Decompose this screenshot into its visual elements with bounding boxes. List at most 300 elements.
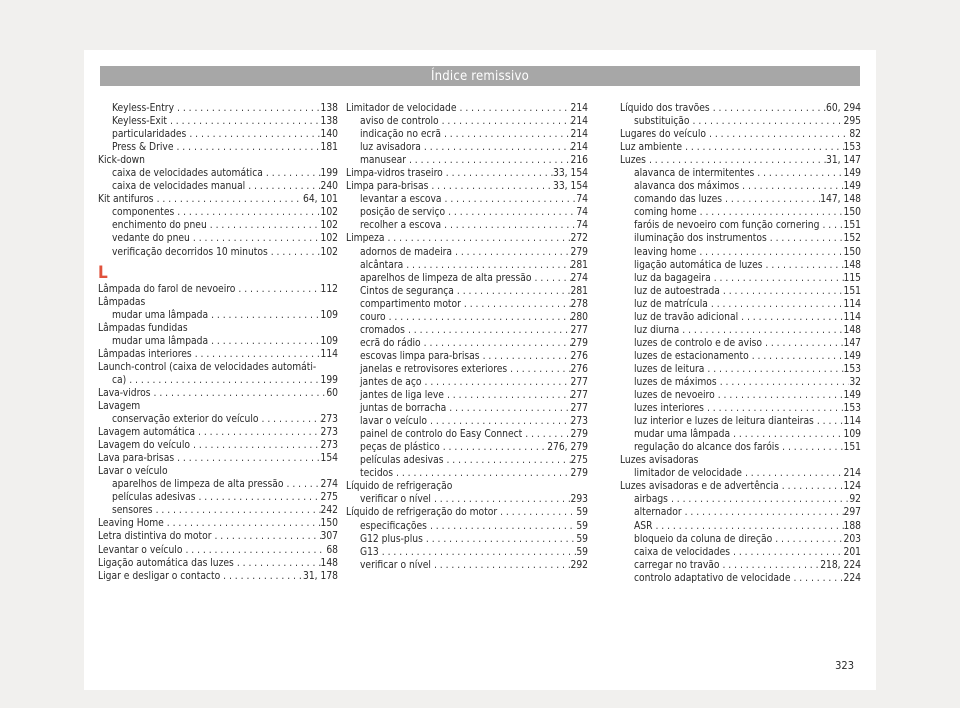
entry-pages: 74 <box>576 207 588 219</box>
entry-label: Levantar o veículo <box>98 544 183 556</box>
entry-label: Luzes avisadoras e de advertência <box>620 481 779 493</box>
index-subentry <box>346 246 588 259</box>
dot-leader <box>711 272 844 285</box>
entry-pages: 203 <box>843 533 861 545</box>
entry-pages: 272 <box>570 233 588 245</box>
entry-label: caixa de velocidades manual <box>112 181 246 193</box>
dot-leader <box>403 259 570 272</box>
entry-pages: 297 <box>843 507 861 519</box>
entry-pages: 114 <box>843 298 861 310</box>
entry-pages: 214 <box>570 129 588 141</box>
entry-label: sensores <box>112 505 153 517</box>
dot-leader <box>422 376 571 389</box>
entry-label: limitador de velocidade <box>634 468 742 480</box>
entry-pages: 124 <box>843 481 861 493</box>
index-subentry <box>620 363 861 376</box>
dot-leader <box>762 337 843 350</box>
dot-leader <box>268 246 321 259</box>
index-subentry <box>620 350 861 363</box>
index-entry <box>620 480 861 493</box>
entry-pages: 277 <box>570 376 588 388</box>
index-entry <box>98 570 338 583</box>
dot-leader <box>742 467 844 480</box>
entry-label: jantes de liga leve <box>360 390 444 402</box>
dot-leader <box>167 115 321 128</box>
entry-label: Lâmpadas interiores <box>98 348 192 360</box>
dot-leader <box>507 363 570 376</box>
dot-leader <box>428 180 553 193</box>
index-entry <box>98 439 338 452</box>
entry-label: painel de controlo do Easy Connect <box>360 429 523 441</box>
dot-leader <box>720 285 844 298</box>
index-entry <box>98 193 338 206</box>
dot-leader <box>652 520 843 533</box>
entry-pages: 109 <box>320 309 338 321</box>
index-subentry <box>620 324 861 337</box>
entry-pages: 188 <box>843 520 861 532</box>
dot-leader <box>182 544 326 557</box>
index-column-1 <box>98 102 338 583</box>
index-subentry <box>98 206 338 219</box>
entry-label: luzes de estacionamento <box>634 350 749 362</box>
dot-leader <box>522 428 570 441</box>
dot-leader <box>772 533 843 546</box>
entry-label: alcântara <box>360 259 404 271</box>
entry-pages: 150 <box>320 518 338 530</box>
index-subentry <box>346 376 588 389</box>
index-subentry <box>98 491 338 504</box>
entry-label: Lavar o veículo <box>98 466 168 478</box>
index-subentry <box>98 246 338 259</box>
dot-leader <box>819 219 843 232</box>
dot-leader <box>679 324 843 337</box>
entry-label: luzes interiores <box>634 403 704 415</box>
dot-leader <box>497 506 576 519</box>
entry-pages: 115 <box>843 272 861 284</box>
entry-label: Lâmpada do farol de nevoeiro <box>98 283 236 295</box>
dot-leader <box>717 376 850 389</box>
dot-leader <box>722 193 820 206</box>
entry-pages: 102 <box>320 246 338 258</box>
entry-pages: 102 <box>320 207 338 219</box>
entry-pages: 277 <box>570 403 588 415</box>
entry-label: ligação automática de luzes <box>634 259 763 271</box>
entry-label: luz de autoestrada <box>634 285 720 297</box>
entry-label: luz de matrícula <box>634 298 708 310</box>
entry-label: manusear <box>360 155 406 167</box>
index-subentry <box>346 324 588 337</box>
entry-label: Lava para-brisas <box>98 453 175 465</box>
dot-leader <box>393 467 570 480</box>
entry-label: Lavagem do veículo <box>98 440 191 452</box>
index-subentry <box>620 533 861 546</box>
index-subentry <box>620 193 861 206</box>
index-subentry <box>620 298 861 311</box>
entry-pages: 150 <box>843 246 861 258</box>
dot-leader <box>442 193 577 206</box>
entry-label: carregar no travão <box>634 559 720 571</box>
entry-pages: 151 <box>843 442 861 454</box>
entry-label: adornos de madeira <box>360 246 453 258</box>
entry-label: posição de serviço <box>360 207 446 219</box>
entry-pages: 112 <box>320 283 338 295</box>
entry-label: aparelhos de limpeza de alta pressão <box>360 272 532 284</box>
entry-pages: 201 <box>843 546 861 558</box>
dot-leader <box>427 520 576 533</box>
index-subentry <box>98 478 338 491</box>
entry-pages: 74 <box>576 194 588 206</box>
entry-label: Lugares do veículo <box>620 129 706 141</box>
dot-leader <box>696 246 843 259</box>
entry-pages: 59 <box>576 507 588 519</box>
index-entry <box>98 465 338 478</box>
entry-label: componentes <box>112 207 175 219</box>
index-subentry <box>620 467 861 480</box>
entry-label: Cintos de segurança <box>360 285 454 297</box>
entry-label: couro <box>360 311 386 323</box>
index-subentry <box>620 180 861 193</box>
dot-leader <box>439 115 571 128</box>
entry-label: luz avisadora <box>360 142 421 154</box>
entry-pages: 59 <box>576 520 588 532</box>
entry-pages: 149 <box>843 350 861 362</box>
index-subentry <box>98 141 338 154</box>
entry-label: Kick-down <box>98 155 145 167</box>
entry-pages: 216 <box>570 155 588 167</box>
index-subentry <box>346 154 588 167</box>
entry-pages: 60 <box>326 387 338 399</box>
entry-label: Ligação automática das luzes <box>98 557 234 569</box>
entry-label: lavar o veículo <box>360 416 428 428</box>
index-entry <box>98 400 338 413</box>
dot-leader <box>427 415 570 428</box>
entry-label: Leaving Home <box>98 518 164 530</box>
dot-leader <box>211 530 320 543</box>
dot-leader <box>457 102 571 115</box>
entry-pages: 138 <box>320 116 338 128</box>
entry-pages: 153 <box>843 363 861 375</box>
entry-label: Lâmpadas fundidas <box>98 322 188 334</box>
entry-pages: 181 <box>320 142 338 154</box>
index-subentry <box>620 428 861 441</box>
dot-leader <box>208 335 320 348</box>
index-subentry <box>620 506 861 519</box>
index-subentry <box>620 559 861 572</box>
entry-pages: 276, 279 <box>547 442 588 454</box>
entry-pages: 276 <box>570 363 588 375</box>
entry-label: recolher a escova <box>360 220 442 232</box>
entry-label: ecrã do rádio <box>360 337 421 349</box>
entry-label: verificar o nível <box>360 559 431 571</box>
entry-pages: 279 <box>570 468 588 480</box>
index-subentry <box>620 259 861 272</box>
entry-pages: 276 <box>570 350 588 362</box>
index-subentry <box>98 504 338 517</box>
entry-label: Luzes avisadoras <box>620 455 699 467</box>
dot-leader <box>174 452 320 465</box>
index-entry <box>98 452 338 465</box>
dot-leader <box>190 439 320 452</box>
index-subentry <box>346 272 588 285</box>
index-subentry <box>620 441 861 454</box>
index-subentry <box>620 219 861 232</box>
index-column-3 <box>620 102 861 585</box>
index-subentry <box>346 219 588 232</box>
dot-leader <box>754 167 843 180</box>
dot-leader <box>195 491 320 504</box>
entry-label: Líquido de refrigeração <box>346 481 453 493</box>
entry-pages: 153 <box>843 403 861 415</box>
entry-label: regulação do alcance dos faróis <box>634 442 780 454</box>
index-subentry <box>98 167 338 180</box>
entry-label: verificar o nível <box>360 494 431 506</box>
dot-leader <box>421 337 571 350</box>
entry-pages: 275 <box>570 455 588 467</box>
entry-pages: 148 <box>320 557 338 569</box>
dot-leader <box>779 480 844 493</box>
index-subentry <box>346 193 588 206</box>
entry-pages: 281 <box>570 285 588 297</box>
dot-leader <box>173 141 320 154</box>
entry-pages: 274 <box>320 479 338 491</box>
entry-pages: 274 <box>570 272 588 284</box>
entry-pages: 199 <box>320 168 338 180</box>
entry-pages: 273 <box>320 414 338 426</box>
index-subentry <box>98 102 338 115</box>
index-subentry <box>98 128 338 141</box>
entry-label: airbags <box>634 494 668 506</box>
index-subentry <box>98 335 338 348</box>
dot-leader <box>192 348 321 361</box>
dot-leader <box>668 493 849 506</box>
dot-leader <box>690 115 844 128</box>
entry-label: enchimento do pneu <box>112 220 207 232</box>
index-subentry <box>620 272 861 285</box>
index-entry <box>620 128 861 141</box>
entry-pages: 138 <box>320 103 338 114</box>
dot-leader <box>386 311 571 324</box>
index-subentry <box>98 180 338 193</box>
dot-leader <box>186 128 320 141</box>
index-subentry <box>98 309 338 322</box>
page-number: 323 <box>835 659 854 672</box>
index-subentry <box>346 467 588 480</box>
dot-leader <box>431 559 571 572</box>
index-entry <box>98 348 338 361</box>
dot-leader <box>445 206 576 219</box>
dot-leader <box>379 546 577 559</box>
index-subentry <box>346 337 588 350</box>
dot-leader <box>480 350 571 363</box>
entry-pages: 102 <box>320 233 338 245</box>
dot-leader <box>704 363 843 376</box>
index-subentry <box>346 402 588 415</box>
entry-label: Líquido de refrigeração do motor <box>346 507 498 519</box>
entry-label: faróis de nevoeiro com função cornering <box>634 220 820 232</box>
index-subentry <box>98 219 338 232</box>
index-entry <box>98 154 338 167</box>
entry-pages: 153 <box>843 142 861 154</box>
entry-label: compartimento motor <box>360 298 461 310</box>
entry-label: Lâmpadas <box>98 296 146 308</box>
entry-pages: 60, 294 <box>826 103 861 114</box>
index-entry <box>346 232 588 245</box>
index-subentry <box>346 285 588 298</box>
dot-leader <box>443 167 553 180</box>
dot-leader <box>814 415 844 428</box>
dot-leader <box>259 413 321 426</box>
dot-leader <box>235 283 320 296</box>
entry-pages: 149 <box>843 168 861 180</box>
entry-pages: 154 <box>320 453 338 465</box>
dot-leader <box>708 298 844 311</box>
entry-label: alavanca dos máximos <box>634 181 740 193</box>
dot-leader <box>739 180 843 193</box>
dot-leader <box>779 441 843 454</box>
entry-pages: 277 <box>570 390 588 402</box>
entry-pages: 279 <box>570 246 588 258</box>
dot-leader <box>682 141 843 154</box>
entry-label: Keyless-Entry <box>112 103 174 114</box>
index-subentry <box>620 115 861 128</box>
dot-leader <box>431 493 571 506</box>
dot-leader <box>767 232 844 245</box>
index-subentry <box>620 167 861 180</box>
dot-leader <box>710 102 826 115</box>
index-subentry <box>620 520 861 533</box>
entry-label: alavanca de intermitentes <box>634 168 755 180</box>
index-subentry <box>620 572 861 585</box>
dot-leader <box>790 572 843 585</box>
entry-label: substituição <box>634 116 690 128</box>
entry-label: Luzes <box>620 155 646 167</box>
entry-pages: 31, 147 <box>826 155 861 167</box>
dot-leader <box>207 219 321 232</box>
entry-pages: 214 <box>570 103 588 114</box>
index-subentry <box>620 311 861 324</box>
entry-pages: 152 <box>843 233 861 245</box>
index-subentry <box>346 115 588 128</box>
entry-label: luzes de controlo e de aviso <box>634 337 763 349</box>
entry-pages: 224 <box>843 572 861 584</box>
dot-leader <box>208 309 320 322</box>
entry-label: particularidades <box>112 129 187 141</box>
entry-label: ASR <box>634 520 653 532</box>
entry-pages: 240 <box>320 181 338 193</box>
index-subentry <box>346 415 588 428</box>
entry-label: mudar uma lâmpada <box>634 429 731 441</box>
entry-label: películas adesivas <box>360 455 444 467</box>
dot-leader <box>406 154 571 167</box>
entry-label: bloqueio da coluna de direção <box>634 533 773 545</box>
dot-leader <box>730 546 844 559</box>
entry-label: luz interior e luzes de leitura dianteiras <box>634 416 814 428</box>
index-subentry <box>346 441 588 454</box>
index-subentry <box>346 493 588 506</box>
entry-pages: 147 <box>843 337 861 349</box>
index-entry <box>98 544 338 557</box>
index-subentry <box>620 285 861 298</box>
entry-pages: 150 <box>843 207 861 219</box>
dot-leader <box>697 206 844 219</box>
index-entry <box>346 102 588 115</box>
entry-label: Press & Drive <box>112 142 174 154</box>
entry-label: indicação no ecrã <box>360 129 441 141</box>
entry-label: comando das luzes <box>634 194 723 206</box>
entry-pages: 214 <box>843 468 861 480</box>
index-entry <box>98 426 338 439</box>
entry-pages: 149 <box>843 390 861 402</box>
entry-label: mudar uma lâmpada <box>112 335 209 347</box>
entry-label: Ligar e desligar o contacto <box>98 570 221 582</box>
dot-leader <box>220 570 303 583</box>
entry-label: Launch-control (caixa de velocidades automáti- <box>98 361 317 373</box>
dot-leader <box>441 219 576 232</box>
entry-pages: 279 <box>570 429 588 441</box>
dot-leader <box>719 559 820 572</box>
dot-leader <box>164 517 321 530</box>
index-subentry <box>620 402 861 415</box>
entry-label: luzes de máximos <box>634 376 717 388</box>
entry-label: Letra distintiva do motor <box>98 531 212 543</box>
index-entry <box>346 506 588 519</box>
entry-label: controlo adaptativo de velocidade <box>634 572 791 584</box>
index-subentry <box>620 232 861 245</box>
dot-leader <box>245 180 320 193</box>
entry-label: caixa de velocidades automática <box>112 168 263 180</box>
entry-label: Limpeza <box>346 233 385 245</box>
page-title: Índice remissivo <box>431 68 529 84</box>
entry-pages: 59 <box>576 533 588 545</box>
dot-leader <box>738 311 843 324</box>
index-subentry <box>620 337 861 350</box>
index-subentry <box>620 206 861 219</box>
entry-pages: 31, 178 <box>303 570 338 582</box>
entry-pages: 151 <box>843 285 861 297</box>
entry-pages: 214 <box>570 116 588 128</box>
entry-label: luz diurna <box>634 324 680 336</box>
dot-leader <box>532 272 571 285</box>
dot-leader <box>174 102 321 115</box>
dot-leader <box>715 389 844 402</box>
index-subentry <box>98 413 338 426</box>
entry-pages: 295 <box>843 116 861 128</box>
entry-pages: 102 <box>320 220 338 232</box>
entry-label: levantar a escova <box>360 194 442 206</box>
entry-pages: 109 <box>320 335 338 347</box>
entry-label: luzes de nevoeiro <box>634 390 715 402</box>
index-subentry <box>346 128 588 141</box>
entry-label: Limpa-vidros traseiro <box>346 168 443 180</box>
index-entry <box>98 361 338 374</box>
dot-leader <box>151 387 327 400</box>
dot-leader <box>441 128 571 141</box>
dot-leader <box>423 533 576 546</box>
entry-label: janelas e retrovisores exteriores <box>360 363 508 375</box>
index-subentry <box>620 389 861 402</box>
index-entry <box>620 141 861 154</box>
dot-leader <box>706 128 849 141</box>
entry-label: peças de plástico <box>360 442 440 454</box>
dot-leader <box>421 141 571 154</box>
entry-pages: 292 <box>570 559 588 571</box>
index-entry <box>98 387 338 400</box>
entry-label: mudar uma lâmpada <box>112 309 209 321</box>
entry-label: Luz ambiente <box>620 142 683 154</box>
entry-pages: 64, 101 <box>303 194 338 206</box>
index-subentry <box>346 311 588 324</box>
entry-pages: 109 <box>843 429 861 441</box>
